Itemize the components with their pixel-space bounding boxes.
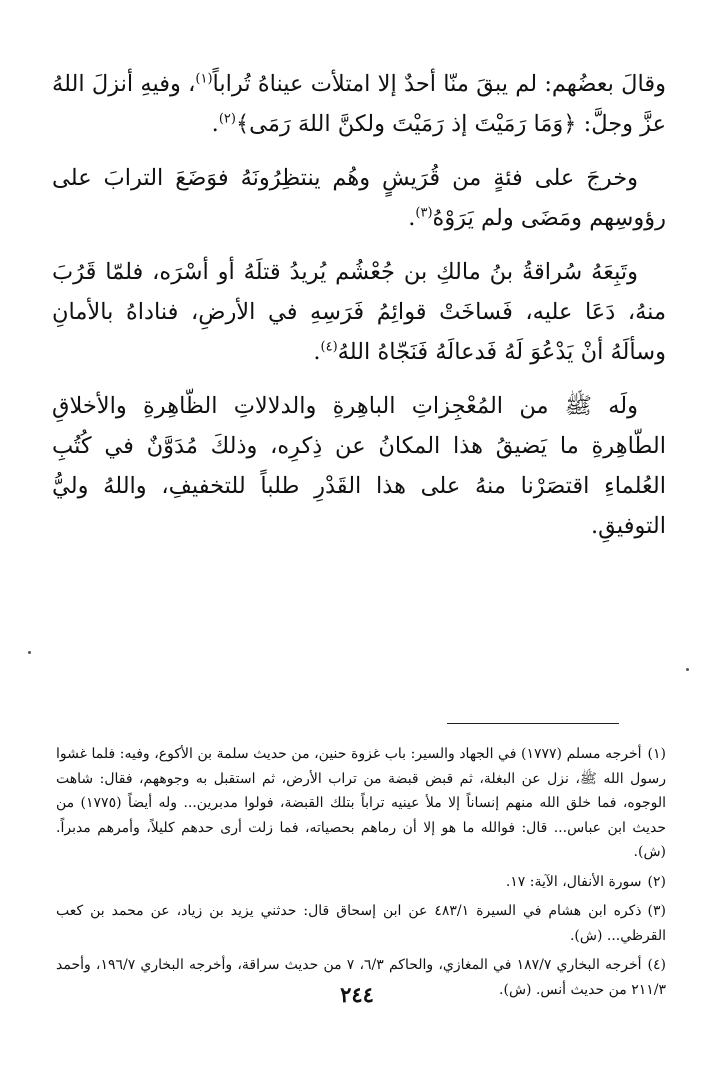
text-run: ولَه ﷺ من المُعْجِزاتِ الباهِرةِ والدلالاتِ الظّاهِرةِ والأخلاقِ الطّاهِرةِ ما يَضيقُ هذا المكانُ عن ذِكرِه، وذلكَ مُدَوَّنٌ في كُتُبِ العُلماءِ اقتصَرْنا منهُ على هذا القَدْرِ طلباً للتخفيفِ، واللهُ وليُّ التوفيقِ. — [52, 393, 666, 539]
text-run: . — [408, 205, 416, 231]
footnote-text: أخرجه مسلم (١٧٧٧) في الجهاد والسير: باب غزوة حنين، من حديث سلمة بن الأكوع، وفيه: فلما غشوا رسول الله ﷺ، نزل عن البغلة، ثم قبض قبضة من تراب الأرض، ثم استقبل به وجوههم، فقال: شاهت الوجوه، فما خلق الله منهم إنساناً إلا ملأ عينيه تراباً بتلك القبضة، فولوا مدبرين... وله أيضاً (١٧٧٥) من حديث ابن عباس... قال: فوالله ما هو إلا أن رماهم بحصياته، فما زلت أرى حدهم كليلاً، وأمرهم مدبراً. (ش). — [56, 746, 666, 860]
footnote-reference: (٤) — [320, 339, 338, 355]
footnote-2 — [56, 870, 666, 895]
paragraph-3 — [52, 252, 666, 372]
paragraph-1 — [52, 64, 666, 144]
footnote-text: سورة الأنفال، الآية: ١٧. — [505, 873, 642, 890]
page-number: ٢٤٤ — [340, 982, 374, 1007]
footnote-text: أخرجه البخاري ١٨٧/٧ في المغازي، والحاكم ٦/٣، ٧ من حديث سراقة، وأخرجه البخاري ١٩٦/٧، وأحمد ٢١١/٣ من حديث أنس. (ش). — [56, 957, 666, 998]
footnote-1 — [56, 742, 666, 865]
text-run: . — [211, 111, 219, 137]
footnote-number: (٣) — [647, 903, 667, 919]
footnote-reference: (٣) — [415, 205, 433, 221]
text-run: ، وفيهِ أنزلَ اللهُ عزَّ وجلَّ: ﴿وَمَا رَمَيْتَ إذ رَمَيْتَ ولكنَّ اللهَ رَمَى﴾ — [52, 71, 666, 137]
text-run: وخرجَ على فئةٍ من قُرَيشٍ وهُم ينتظِرُونَهُ فوَضَعَ الترابَ على رؤوسِهم ومَضَى ولم يَرَوْهُ — [52, 165, 666, 231]
footnote-number: (٤) — [647, 957, 667, 973]
footnote-separator — [447, 723, 619, 724]
footnote-reference: (١) — [195, 71, 213, 87]
text-run: . — [313, 339, 321, 365]
paragraph-2 — [52, 158, 666, 238]
paragraph-4 — [52, 386, 666, 546]
text-run: وتَبِعَهُ سُراقةُ بنُ مالكِ بن جُعْشُم يُريدُ قتلَهُ أو أسْرَه، فلمّا قَرُبَ منهُ، دَعَا عليه، فَساخَتْ قوائِمُ فَرَسِهِ في الأرضِ، فناداهُ بالأمانِ وسألَهُ أنْ يَدْعُوَ لَهُ فَدعالَهُ فَنَجّاهُ اللهُ — [52, 259, 666, 365]
footnote-text: ذكره ابن هشام في السيرة ٤٨٣/١ عن ابن إسحاق قال: حدثني يزيد بن زياد، عن محمد بن كعب القرظي... (ش). — [56, 903, 666, 944]
scan-speck — [28, 651, 31, 654]
footnote-reference: (٢) — [218, 111, 236, 127]
footnote-number: (٢) — [647, 873, 666, 890]
footnote-number: (١) — [647, 746, 666, 762]
text-run: وقالَ بعضُهم: لم يبقَ منّا أحدٌ إلا امتلأت عيناهُ تُراباً — [212, 71, 666, 97]
scan-speck — [686, 668, 689, 671]
footnotes — [56, 742, 666, 1007]
footnote-3 — [56, 899, 666, 948]
main-text — [52, 64, 666, 560]
